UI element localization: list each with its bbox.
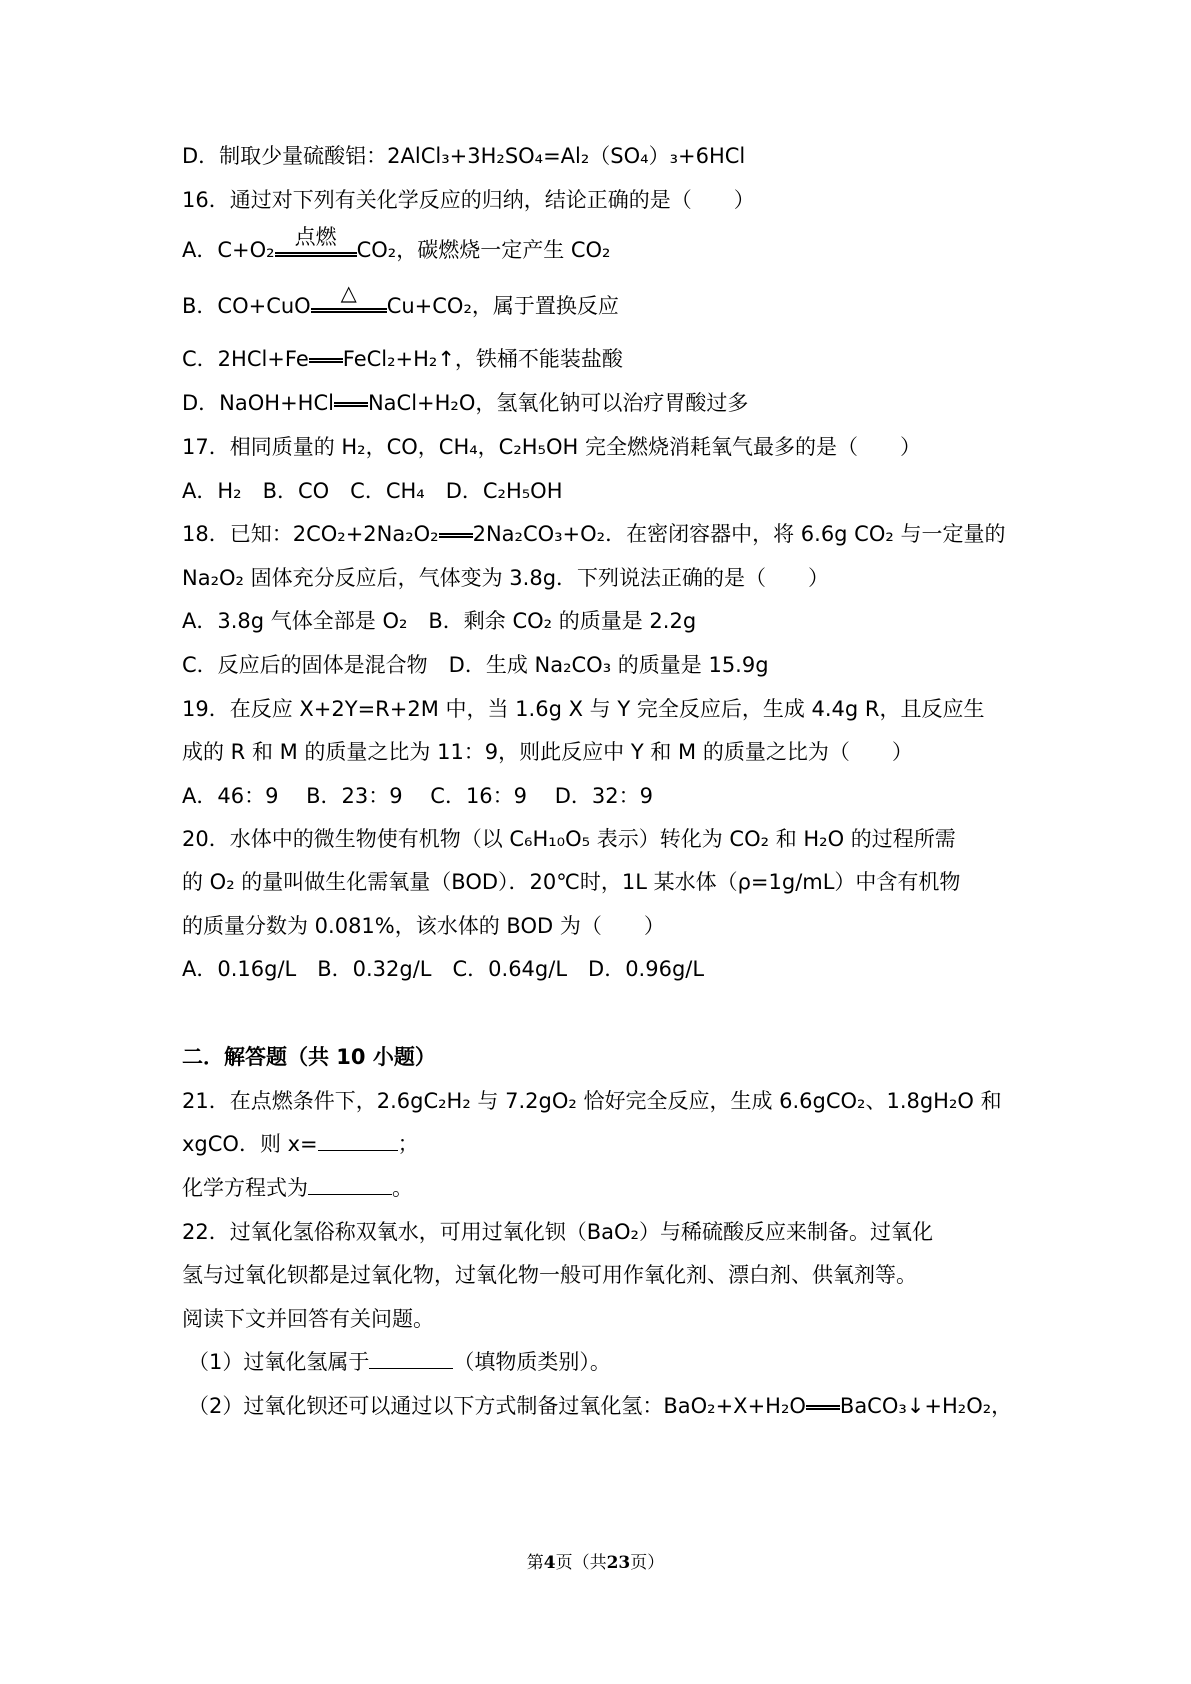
equals-sign bbox=[334, 402, 368, 407]
question-18-stem bbox=[182, 521, 1005, 547]
condition-heat: △ bbox=[340, 281, 357, 305]
equals-sign bbox=[806, 1405, 840, 1410]
q21-prompt-x: xgCO．则 x= bbox=[182, 1132, 318, 1156]
q22-part-1-prompt: （1）过氧化氢属于 bbox=[188, 1350, 370, 1374]
q18-options-ab: A．3.8g 气体全部是 O₂ B．剩余 CO₂ 的质量是 2.2g bbox=[182, 609, 697, 633]
question-17-stem: 17．相同质量的 H₂，CO，CH₄，C₂H₅OH 完全燃烧消耗氧气最多的是（ ） bbox=[182, 435, 921, 459]
q18-reactants: 18．已知：2CO₂+2Na₂O₂ bbox=[182, 522, 439, 546]
q17-options: A．H₂ B．CO C．CH₄ D．C₂H₅OH bbox=[182, 479, 563, 503]
equals-sign bbox=[309, 358, 343, 363]
q22-part-2-products: BaCO₃↓+H₂O₂， bbox=[839, 1394, 1013, 1418]
q16-c-rest: FeCl₂+H₂↑，铁桶不能装盐酸 bbox=[342, 347, 623, 371]
question-21-blank-line bbox=[182, 1131, 419, 1157]
footer-post: 页） bbox=[630, 1553, 665, 1573]
q16-b-reactants: B．CO+CuO bbox=[182, 294, 311, 318]
footer-total-pages: 23 bbox=[606, 1553, 631, 1573]
q21-punct-2: 。 bbox=[392, 1176, 413, 1200]
footer-pre: 第 bbox=[526, 1553, 544, 1573]
section-heading: 二．解答题（共 10 小题） bbox=[182, 1045, 436, 1069]
footer-page-number: 4 bbox=[543, 1553, 556, 1573]
answer-blank-equation[interactable] bbox=[308, 1176, 392, 1195]
q16-option-b bbox=[182, 281, 619, 319]
q16-d-reactants: D．NaOH+HCl bbox=[182, 391, 334, 415]
page-footer bbox=[0, 1553, 1191, 1573]
q16-option-d bbox=[182, 390, 748, 416]
q21-prompt-equation: 化学方程式为 bbox=[182, 1176, 308, 1200]
equals-sign bbox=[439, 533, 473, 538]
question-18-stem-cont: Na₂O₂ 固体充分反应后，气体变为 3.8g．下列说法正确的是（ ） bbox=[182, 566, 830, 590]
q18-rest: 2Na₂CO₃+O₂．在密闭容器中，将 6.6g CO₂ 与一定量的 bbox=[472, 522, 1006, 546]
q22-part-1-hint: （填物质类别）。 bbox=[453, 1350, 611, 1374]
question-21-equation-line bbox=[182, 1175, 413, 1201]
q16-option-c bbox=[182, 346, 623, 372]
question-20-stem: 20．水体中的微生物使有机物（以 C₆H₁₀O₅ 表示）转化为 CO₂ 和 H₂O 的过程所需 bbox=[182, 827, 956, 851]
q16-option-a bbox=[182, 225, 611, 263]
question-19-stem-cont: 成的 R 和 M 的质量之比为 11：9，则此反应中 Y 和 M 的质量之比为（ ） bbox=[182, 740, 913, 764]
q16-a-reactants: A．C+O₂ bbox=[182, 238, 275, 262]
q16-c-reactants: C．2HCl+Fe bbox=[182, 347, 309, 371]
q16-d-rest: NaCl+H₂O，氢氧化钠可以治疗胃酸过多 bbox=[367, 391, 749, 415]
question-22-stem-cont: 氢与过氧化钡都是过氧化物，过氧化物一般可用作氧化剂、漂白剂、供氧剂等。 bbox=[182, 1263, 917, 1287]
q19-options: A．46：9 B．23：9 C．16：9 D．32：9 bbox=[182, 784, 653, 808]
q18-options-cd: C．反应后的固体是混合物 D．生成 Na₂CO₃ 的质量是 15.9g bbox=[182, 653, 769, 677]
condition-ignite: 点燃 bbox=[294, 225, 337, 249]
footer-mid: 页（共 bbox=[555, 1553, 607, 1573]
q16-a-rest: CO₂，碳燃烧一定产生 CO₂ bbox=[356, 238, 611, 262]
answer-blank-category[interactable] bbox=[369, 1350, 453, 1369]
question-16-stem: 16．通过对下列有关化学反应的归纳，结论正确的是（ ） bbox=[182, 188, 755, 212]
q22-part-1 bbox=[188, 1349, 611, 1375]
question-20-stem-cont: 的 O₂ 的量叫做生化需氧量（BOD）．20℃时，1L 某水体（ρ=1g/mL）中含有机物 bbox=[182, 870, 961, 894]
question-22-stem-cont2: 阅读下文并回答有关问题。 bbox=[182, 1307, 434, 1331]
question-22-stem: 22．过氧化氢俗称双氧水，可用过氧化钡（BaO₂）与稀硫酸反应来制备。过氧化 bbox=[182, 1220, 933, 1244]
q22-part-2 bbox=[188, 1393, 1012, 1419]
q20-options: A．0.16g/L B．0.32g/L C．0.64g/L D．0.96g/L bbox=[182, 957, 705, 981]
heat-equals-sign bbox=[311, 281, 387, 313]
option-d-line: D．制取少量硫酸铝：2AlCl₃+3H₂SO₄=Al₂（SO₄）₃+6HCl bbox=[182, 144, 746, 168]
q16-b-rest: Cu+CO₂，属于置换反应 bbox=[386, 294, 619, 318]
ignition-equals-sign bbox=[275, 225, 357, 257]
q22-part-2-reactants: （2）过氧化钡还可以通过以下方式制备过氧化氢：BaO₂+X+H₂O bbox=[188, 1394, 806, 1418]
answer-blank-x[interactable] bbox=[318, 1132, 398, 1151]
q21-punct: ； bbox=[397, 1132, 419, 1156]
question-21-stem: 21．在点燃条件下，2.6gC₂H₂ 与 7.2gO₂ 恰好完全反应，生成 6.6gCO₂、1.8gH₂O 和 bbox=[182, 1089, 1002, 1113]
question-19-stem: 19．在反应 X+2Y=R+2M 中，当 1.6g X 与 Y 完全反应后，生成 4.4g R，且反应生 bbox=[182, 697, 985, 721]
question-20-stem-cont2: 的质量分数为 0.081%，该水体的 BOD 为（ ） bbox=[182, 914, 665, 938]
